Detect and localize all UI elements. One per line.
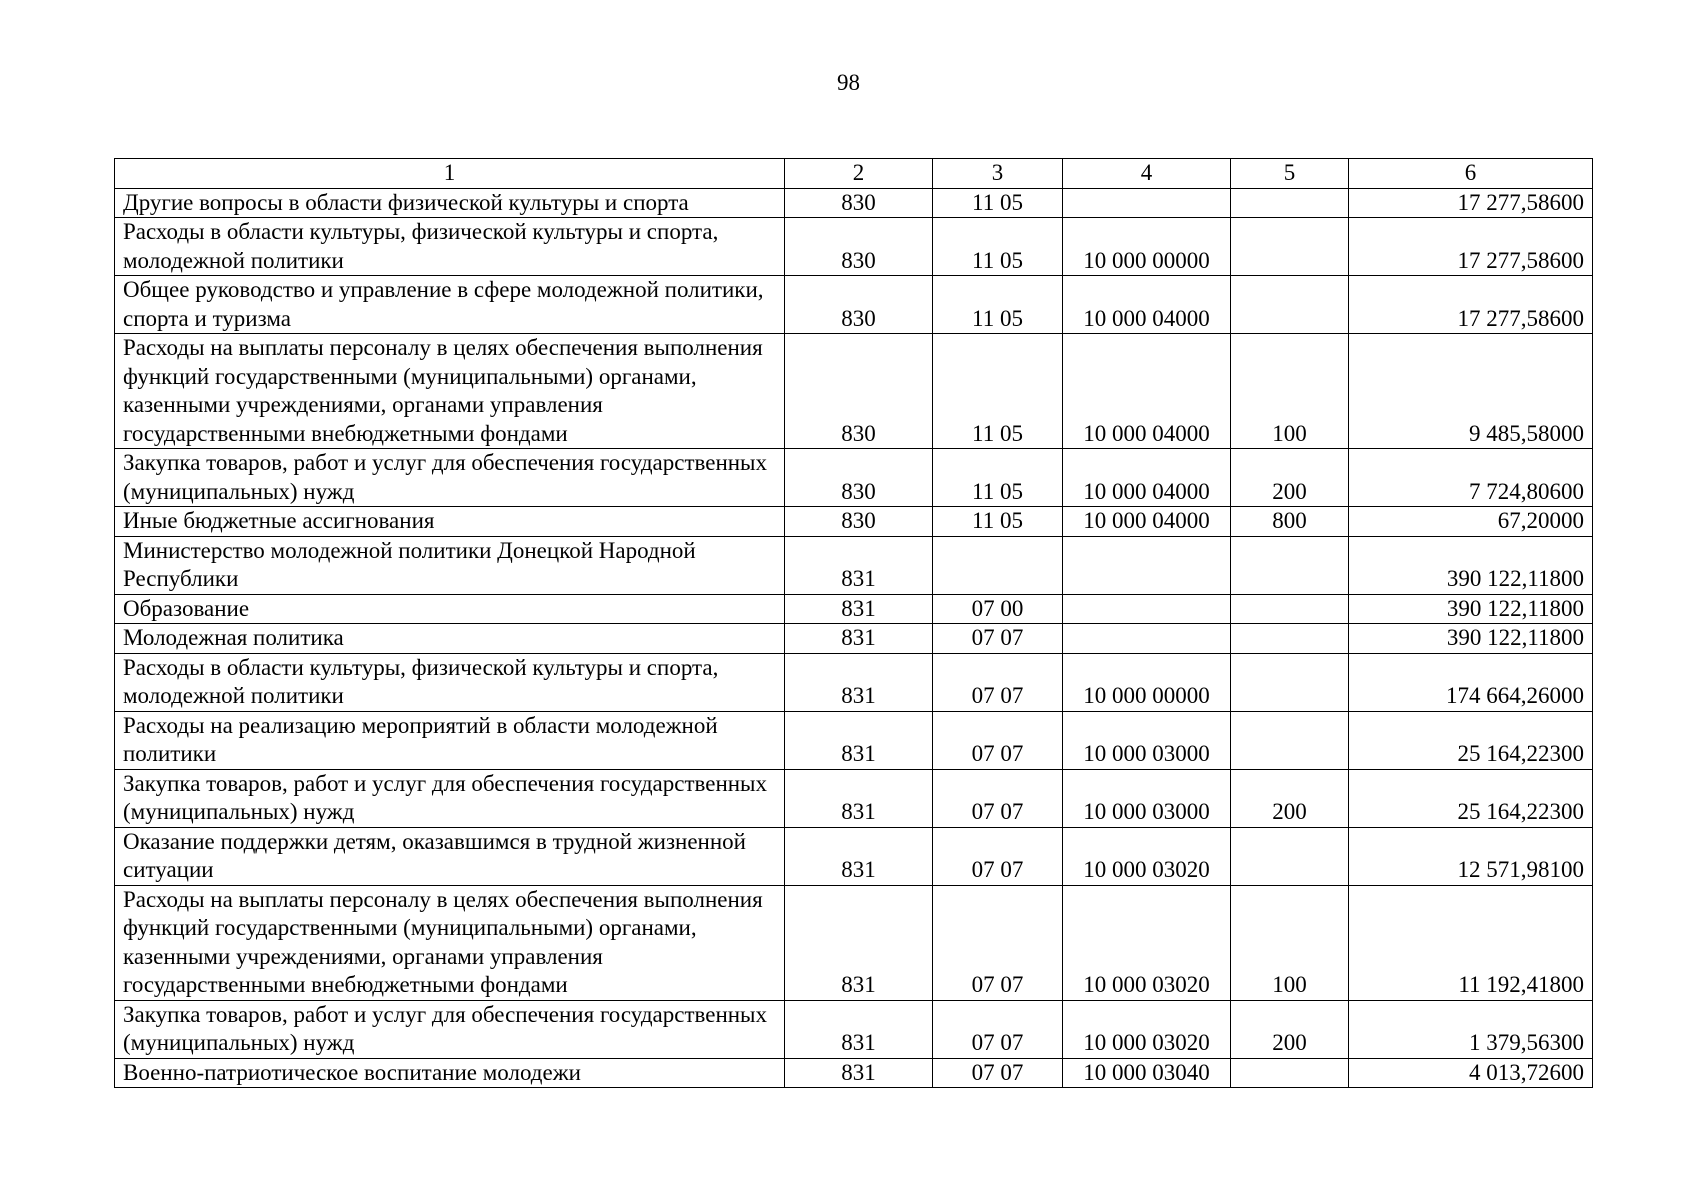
row-code: 831 xyxy=(785,624,933,654)
row-type xyxy=(1231,711,1349,769)
table-row xyxy=(115,536,1593,594)
row-code: 830 xyxy=(785,507,933,537)
table-row xyxy=(115,653,1593,711)
row-code: 831 xyxy=(785,769,933,827)
row-name: Иные бюджетные ассигнования xyxy=(115,507,785,537)
row-type: 200 xyxy=(1231,1000,1349,1058)
row-article xyxy=(1063,536,1231,594)
row-article: 10 000 03040 xyxy=(1063,1058,1231,1088)
row-amount: 11 192,41800 xyxy=(1349,885,1593,1000)
table-body xyxy=(115,188,1593,1088)
row-code: 831 xyxy=(785,594,933,624)
row-name: Расходы в области культуры, физической культуры и спорта, молодежной политики xyxy=(115,653,785,711)
row-section: 07 07 xyxy=(933,653,1063,711)
column-header: 1 xyxy=(115,159,785,189)
row-section xyxy=(933,536,1063,594)
row-type: 100 xyxy=(1231,885,1349,1000)
row-article xyxy=(1063,624,1231,654)
row-article xyxy=(1063,188,1231,218)
row-article xyxy=(1063,594,1231,624)
table-row xyxy=(115,218,1593,276)
row-amount: 12 571,98100 xyxy=(1349,827,1593,885)
row-section: 07 00 xyxy=(933,594,1063,624)
row-amount: 17 277,58600 xyxy=(1349,218,1593,276)
row-amount: 4 013,72600 xyxy=(1349,1058,1593,1088)
row-article: 10 000 03020 xyxy=(1063,885,1231,1000)
row-type: 200 xyxy=(1231,769,1349,827)
row-type xyxy=(1231,624,1349,654)
row-section: 07 07 xyxy=(933,624,1063,654)
row-code: 831 xyxy=(785,1058,933,1088)
row-section: 11 05 xyxy=(933,507,1063,537)
row-name: Общее руководство и управление в сфере молодежной политики, спорта и туризма xyxy=(115,276,785,334)
row-amount: 9 485,58000 xyxy=(1349,334,1593,449)
row-type xyxy=(1231,188,1349,218)
row-type xyxy=(1231,653,1349,711)
row-section: 11 05 xyxy=(933,218,1063,276)
table-row xyxy=(115,1058,1593,1088)
row-amount: 17 277,58600 xyxy=(1349,188,1593,218)
row-type xyxy=(1231,218,1349,276)
row-section: 11 05 xyxy=(933,188,1063,218)
row-amount: 390 122,11800 xyxy=(1349,536,1593,594)
row-type: 200 xyxy=(1231,449,1349,507)
row-code: 830 xyxy=(785,276,933,334)
row-name: Расходы на выплаты персоналу в целях обеспечения выполнения функций государственными (муниципальными) органами, казенными учреждениями, органами управления государственными внебюджетными фондами xyxy=(115,885,785,1000)
row-code: 831 xyxy=(785,1000,933,1058)
column-header: 5 xyxy=(1231,159,1349,189)
table-row xyxy=(115,334,1593,449)
row-type: 100 xyxy=(1231,334,1349,449)
row-amount: 7 724,80600 xyxy=(1349,449,1593,507)
row-section: 07 07 xyxy=(933,711,1063,769)
row-code: 830 xyxy=(785,218,933,276)
table-row xyxy=(115,594,1593,624)
row-name: Закупка товаров, работ и услуг для обеспечения государственных (муниципальных) нужд xyxy=(115,1000,785,1058)
row-article: 10 000 00000 xyxy=(1063,218,1231,276)
table-row xyxy=(115,769,1593,827)
row-name: Министерство молодежной политики Донецкой Народной Республики xyxy=(115,536,785,594)
row-amount: 25 164,22300 xyxy=(1349,769,1593,827)
row-type xyxy=(1231,1058,1349,1088)
table-row xyxy=(115,624,1593,654)
row-amount: 390 122,11800 xyxy=(1349,624,1593,654)
row-amount: 17 277,58600 xyxy=(1349,276,1593,334)
row-name: Закупка товаров, работ и услуг для обеспечения государственных (муниципальных) нужд xyxy=(115,769,785,827)
row-code: 830 xyxy=(785,334,933,449)
row-section: 07 07 xyxy=(933,769,1063,827)
row-amount: 1 379,56300 xyxy=(1349,1000,1593,1058)
row-name: Молодежная политика xyxy=(115,624,785,654)
row-type xyxy=(1231,276,1349,334)
table-row xyxy=(115,1000,1593,1058)
table-header-row xyxy=(115,159,1593,189)
row-code: 830 xyxy=(785,188,933,218)
row-section: 11 05 xyxy=(933,334,1063,449)
row-code: 831 xyxy=(785,885,933,1000)
row-name: Военно-патриотическое воспитание молодежи xyxy=(115,1058,785,1088)
row-amount: 67,20000 xyxy=(1349,507,1593,537)
table-row xyxy=(115,276,1593,334)
row-amount: 25 164,22300 xyxy=(1349,711,1593,769)
row-article: 10 000 03000 xyxy=(1063,769,1231,827)
row-article: 10 000 04000 xyxy=(1063,334,1231,449)
row-name: Расходы на реализацию мероприятий в области молодежной политики xyxy=(115,711,785,769)
row-code: 831 xyxy=(785,653,933,711)
row-name: Закупка товаров, работ и услуг для обеспечения государственных (муниципальных) нужд xyxy=(115,449,785,507)
row-article: 10 000 03020 xyxy=(1063,827,1231,885)
row-section: 11 05 xyxy=(933,276,1063,334)
row-code: 830 xyxy=(785,449,933,507)
row-type xyxy=(1231,594,1349,624)
row-name: Образование xyxy=(115,594,785,624)
page-number: 98 xyxy=(837,70,860,95)
column-header: 6 xyxy=(1349,159,1593,189)
column-header: 2 xyxy=(785,159,933,189)
row-article: 10 000 00000 xyxy=(1063,653,1231,711)
row-code: 831 xyxy=(785,827,933,885)
row-article: 10 000 04000 xyxy=(1063,507,1231,537)
row-name: Другие вопросы в области физической культуры и спорта xyxy=(115,188,785,218)
budget-table xyxy=(114,158,1593,1088)
table-row xyxy=(115,449,1593,507)
row-article: 10 000 03020 xyxy=(1063,1000,1231,1058)
row-type: 800 xyxy=(1231,507,1349,537)
row-type xyxy=(1231,536,1349,594)
row-amount: 390 122,11800 xyxy=(1349,594,1593,624)
row-section: 07 07 xyxy=(933,1000,1063,1058)
row-type xyxy=(1231,827,1349,885)
row-article: 10 000 04000 xyxy=(1063,449,1231,507)
row-code: 831 xyxy=(785,711,933,769)
row-code: 831 xyxy=(785,536,933,594)
row-name: Расходы в области культуры, физической культуры и спорта, молодежной политики xyxy=(115,218,785,276)
row-section: 07 07 xyxy=(933,1058,1063,1088)
row-section: 11 05 xyxy=(933,449,1063,507)
table-row xyxy=(115,507,1593,537)
row-name: Оказание поддержки детям, оказавшимся в трудной жизненной ситуации xyxy=(115,827,785,885)
table-row xyxy=(115,827,1593,885)
table-row xyxy=(115,711,1593,769)
row-section: 07 07 xyxy=(933,827,1063,885)
table-row xyxy=(115,885,1593,1000)
column-header: 4 xyxy=(1063,159,1231,189)
column-header: 3 xyxy=(933,159,1063,189)
row-name: Расходы на выплаты персоналу в целях обеспечения выполнения функций государственными (муниципальными) органами, казенными учреждениями, органами управления государственными внебюджетными фондами xyxy=(115,334,785,449)
row-amount: 174 664,26000 xyxy=(1349,653,1593,711)
row-section: 07 07 xyxy=(933,885,1063,1000)
row-article: 10 000 03000 xyxy=(1063,711,1231,769)
row-article: 10 000 04000 xyxy=(1063,276,1231,334)
table-row xyxy=(115,188,1593,218)
